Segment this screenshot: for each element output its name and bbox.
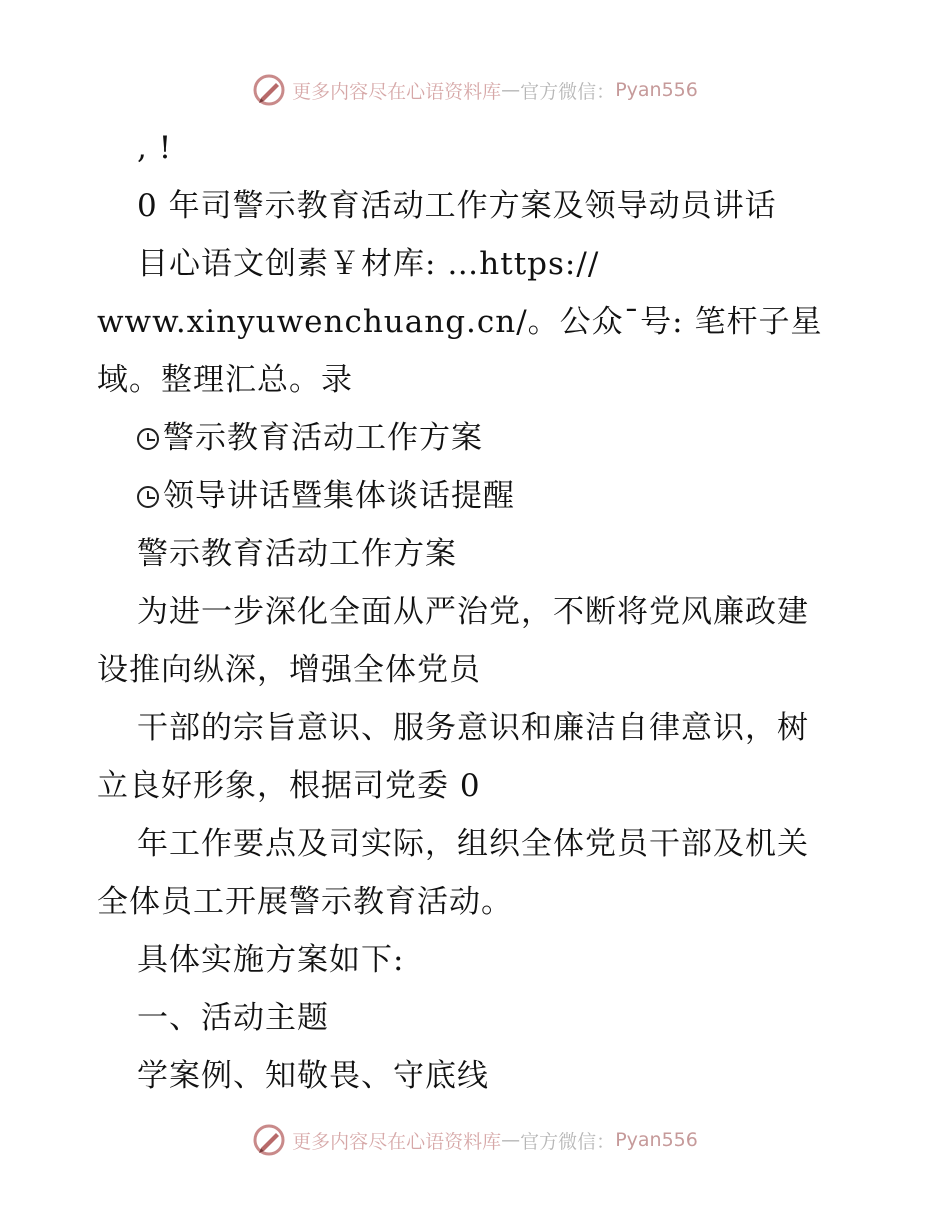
- banner-wechat-id: Pyan556: [615, 1129, 698, 1151]
- pen-logo-icon: [252, 1123, 286, 1157]
- paragraph-line: 设推向纵深，增强全体党员: [97, 652, 481, 688]
- banner-dash: —: [501, 79, 521, 101]
- banner-wechat-label: 官方微信：: [520, 1130, 616, 1153]
- paragraph-line: 立良好形象，根据司党委 0: [97, 768, 481, 804]
- paragraph-line: 全体员工开展警示教育活动。: [97, 884, 513, 920]
- toc-item-label: 警示教育活动工作方案: [163, 420, 483, 456]
- banner-wechat-id: Pyan556: [615, 79, 698, 101]
- paragraph-line: 年工作要点及司实际，组织全体党员干部及机关: [137, 826, 809, 862]
- banner-dash: —: [501, 1129, 521, 1151]
- toc-item: [137, 476, 515, 516]
- section-heading: 警示教育活动工作方案: [137, 536, 457, 572]
- clock-icon: [137, 428, 159, 450]
- banner-main-text: 更多内容尽在心语资料库: [292, 1130, 502, 1153]
- footer-watermark-banner: [0, 1120, 950, 1160]
- banner-main-text: 更多内容尽在心语资料库: [292, 80, 502, 103]
- paragraph-line: 为进一步深化全面从严治党，不断将党风廉政建: [137, 594, 809, 630]
- text-line: 域。整理汇总。录: [97, 362, 353, 398]
- paragraph-line: 具体实施方案如下:: [137, 942, 405, 978]
- text-line: www.xinyuwenchuang.cn/。公众¯号: 笔杆子星: [97, 304, 823, 340]
- text-line: 目心语文创素￥材库: …https://: [137, 246, 600, 282]
- toc-item: [137, 418, 483, 458]
- text-line: , !: [137, 130, 173, 166]
- document-title: 0 年司警示教育活动工作方案及领导动员讲话: [137, 188, 777, 224]
- paragraph-line: 学案例、知敬畏、守底线: [137, 1058, 489, 1094]
- paragraph-line: 干部的宗旨意识、服务意识和廉洁自律意识，树: [137, 710, 809, 746]
- banner-wechat-label: 官方微信：: [520, 80, 616, 103]
- clock-icon: [137, 486, 159, 508]
- toc-item-label: 领导讲话暨集体谈话提醒: [163, 478, 515, 514]
- section-heading: 一、活动主题: [137, 1000, 329, 1036]
